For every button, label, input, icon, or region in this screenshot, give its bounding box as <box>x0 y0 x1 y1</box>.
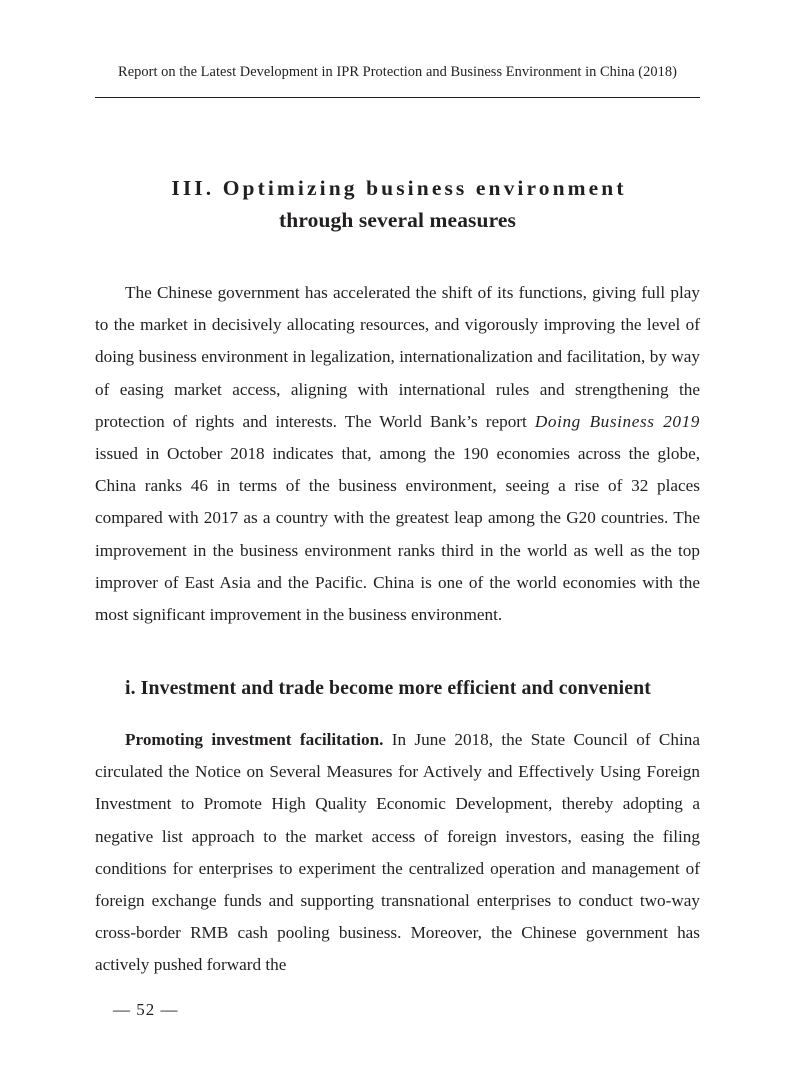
running-header: Report on the Latest Development in IPR Protection and Business Environment in China (2018) <box>118 64 677 80</box>
page-number: — 52 — <box>113 1000 179 1019</box>
section-title-line1: III. Optimizing business environment <box>171 176 627 200</box>
report-title-italic: Doing Business 2019 <box>534 411 700 431</box>
header-rule <box>95 97 700 98</box>
intro-text-before-title: The Chinese government has accelerated the shift of its functions, giving full play to the market in decisively allocating resources, and vigorously improving the level of doing business environment in legalization, internationalization and facilitation, by way of easing market access, aligning with international rules and strengthening the protection of rights and interests. The World Bank’s report <box>95 283 700 431</box>
intro-text-after-title: issued in October 2018 indicates that, among the 190 economies across the globe, China ranks 46 in terms of the business environment, seeing a rise of 32 places compared with 2017 as a country with the greatest leap among the G20 countries. The improvement in the business environment ranks third in the world as well as the top improver of East Asia and the Pacific. China is one of the world economies with the most significant improvement in the business environment. <box>95 444 700 625</box>
investment-paragraph-text: In June 2018, the State Council of China circulated the Notice on Several Measures for Actively and Effectively Using Foreign Investment to Promote High Quality Economic Development, thereby adopting a negative list approach to the market access of foreign investors, easing the filing conditions for enterprises to experiment the centralized operation and management of foreign exchange funds and supporting transnational enterprises to conduct two-way cross-border RMB cash pooling business. Moreover, the Chinese government has actively pushed forward the <box>95 730 700 975</box>
investment-paragraph <box>95 724 700 982</box>
section-title-line2: through several measures <box>279 208 516 232</box>
section-title <box>95 172 700 236</box>
intro-paragraph <box>95 277 700 631</box>
subsection-title: i. Investment and trade become more efficient and convenient <box>125 677 651 699</box>
run-in-heading: Promoting investment facilitation. <box>125 730 384 749</box>
